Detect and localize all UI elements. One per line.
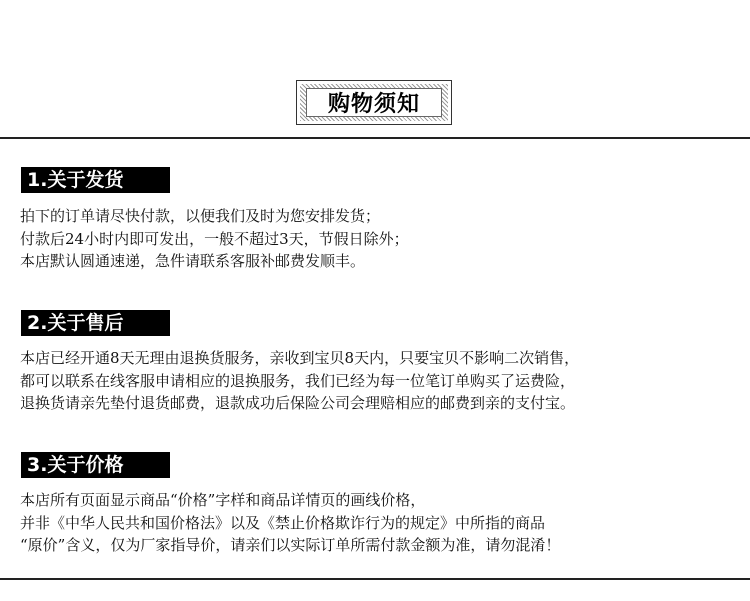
body-line: 本店默认圆通速递，急件请联系客服补邮费发顺丰。	[20, 252, 366, 270]
section-body-shipping	[20, 205, 745, 273]
body-line: 拍下的订单请尽快付款，以便我们及时为您安排发货；	[20, 207, 381, 225]
bottom-divider	[0, 578, 750, 580]
page-title: 购物须知	[306, 88, 442, 117]
body-line: 本店所有页面显示商品“价格”字样和商品详情页的画线价格，	[20, 491, 426, 509]
body-line: 付款后24小时内即可发出，一般不超过3天，节假日除外；	[20, 229, 409, 248]
section-heading-after-sales: 2.关于售后	[21, 310, 170, 336]
section-body-price	[20, 489, 745, 557]
section-body-after-sales	[20, 347, 745, 415]
top-divider	[0, 137, 750, 139]
section-heading-shipping: 1.关于发货	[21, 167, 170, 193]
section-heading-price: 3.关于价格	[21, 452, 170, 478]
body-line: 并非《中华人民共和国价格法》以及《禁止价格欺诈行为的规定》中所指的商品	[20, 513, 546, 532]
title-banner	[296, 80, 452, 125]
body-line: 本店已经开通8天无理由退换货服务，亲收到宝贝8天内，只要宝贝不影响二次销售，	[20, 349, 580, 367]
body-line: 都可以联系在线客服申请相应的退换服务，我们已经为每一位笔订单购买了运费险，	[20, 371, 576, 390]
body-line: 退换货请亲先垫付退货邮费，退款成功后保险公司会理赔相应的邮费到亲的支付宝。	[20, 394, 576, 412]
body-line: “原价”含义，仅为厂家指导价，请亲们以实际订单所需付款金额为准，请勿混淆！	[20, 536, 561, 554]
